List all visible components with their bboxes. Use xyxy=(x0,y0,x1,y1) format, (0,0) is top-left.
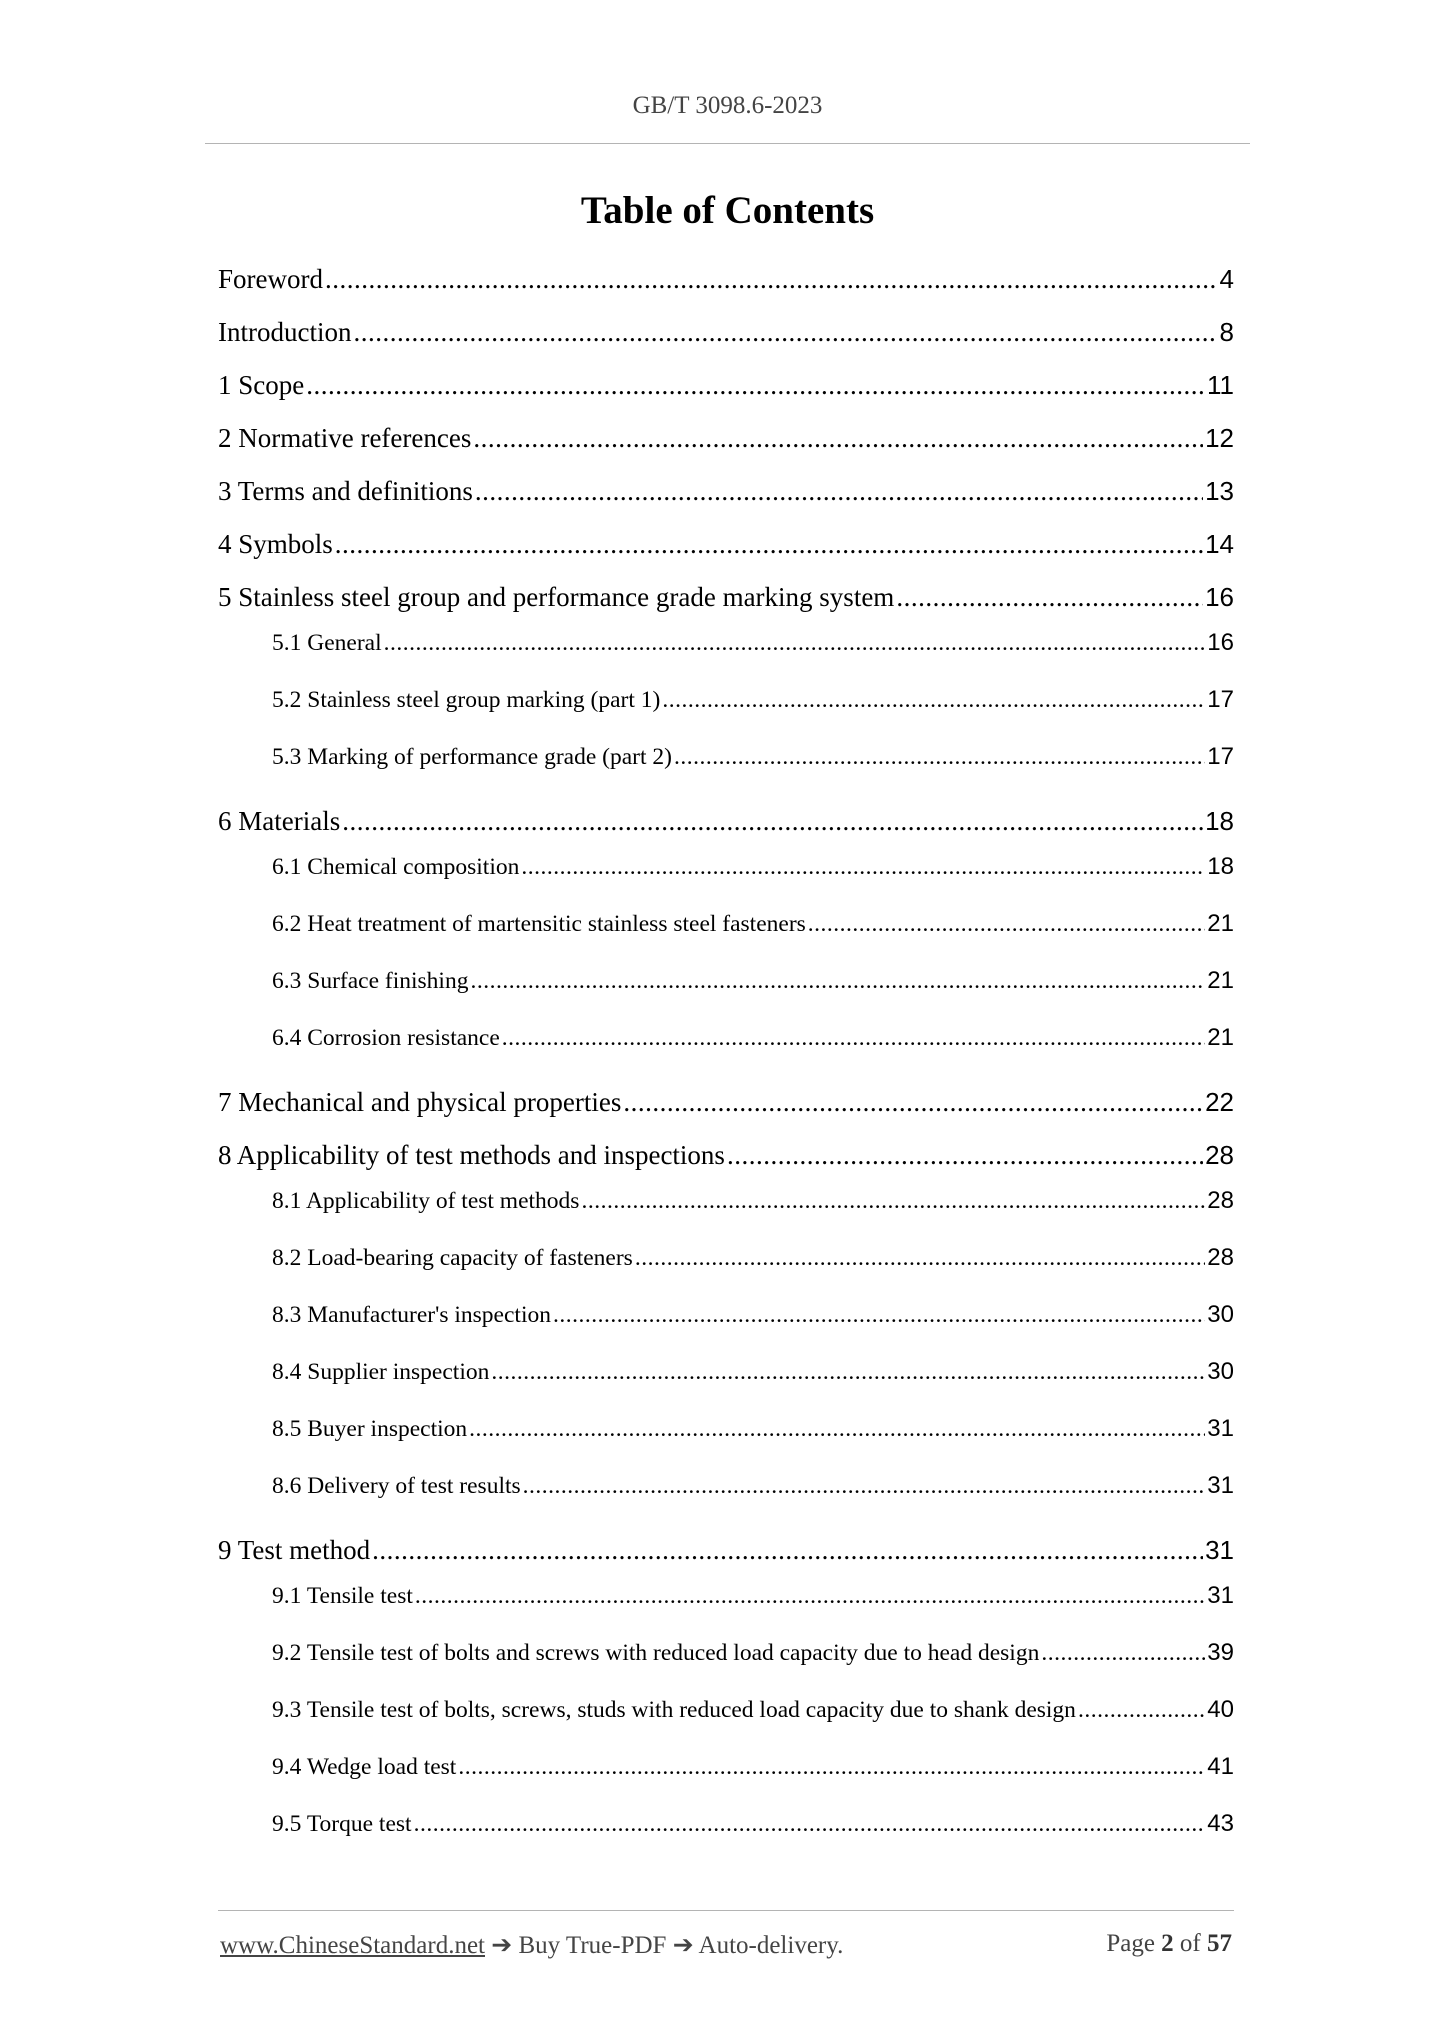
toc-dot-leader xyxy=(1078,1697,1205,1724)
toc-entry[interactable] xyxy=(218,1140,1234,1193)
toc-entry[interactable] xyxy=(218,582,1234,635)
toc-subentry[interactable] xyxy=(218,1696,1234,1753)
toc-entry-label: 9.2 Tensile test of bolts and screws with reduced load capacity due to head design xyxy=(272,1640,1040,1666)
toc-entry-label: 5 Stainless steel group and performance grade marking system xyxy=(218,582,895,612)
toc-dot-leader xyxy=(635,1245,1205,1272)
toc-entry[interactable] xyxy=(218,317,1234,370)
toc-dot-leader xyxy=(521,854,1205,881)
toc-entry[interactable] xyxy=(218,423,1234,476)
toc-entry-page-number: 21 xyxy=(1207,967,1234,994)
toc-title: Table of Contents xyxy=(580,189,875,232)
toc-entry-page-number: 30 xyxy=(1207,1301,1234,1328)
toc-dot-leader xyxy=(896,582,1203,613)
toc-dot-leader xyxy=(415,1583,1205,1610)
toc-subentry[interactable] xyxy=(218,1301,1234,1358)
toc-entry-page-number: 31 xyxy=(1207,1582,1234,1609)
footer-divider xyxy=(218,1910,1234,1911)
toc-entry-page-number: 28 xyxy=(1207,1187,1234,1214)
toc-dot-leader xyxy=(674,744,1205,771)
toc-entry-page-number: 4 xyxy=(1219,264,1234,294)
page-of-word: of xyxy=(1179,1930,1201,1957)
toc-dot-leader xyxy=(662,687,1205,714)
toc-entry[interactable] xyxy=(218,476,1234,529)
toc-subentry[interactable] xyxy=(218,1810,1234,1867)
toc-entry-page-number: 31 xyxy=(1207,1472,1234,1499)
toc-entry[interactable] xyxy=(218,806,1234,859)
header-divider xyxy=(205,143,1250,144)
toc-entry-page-number: 18 xyxy=(1205,806,1234,836)
toc-dot-leader xyxy=(473,423,1203,454)
toc-dot-leader xyxy=(342,806,1203,837)
toc-entry-label: 6.3 Surface finishing xyxy=(272,968,469,994)
toc-dot-leader xyxy=(553,1302,1205,1329)
toc-dot-leader xyxy=(384,630,1206,657)
toc-entry-page-number: 31 xyxy=(1205,1535,1234,1565)
table-of-contents xyxy=(218,264,1234,1867)
toc-entry-page-number: 21 xyxy=(1207,1024,1234,1051)
current-page-number: 2 xyxy=(1161,1930,1174,1957)
toc-entry-page-number: 18 xyxy=(1207,853,1234,880)
toc-entry-page-number: 11 xyxy=(1207,370,1234,400)
toc-dot-leader xyxy=(523,1473,1206,1500)
toc-dot-leader xyxy=(808,911,1206,938)
toc-dot-leader xyxy=(414,1811,1206,1838)
toc-entry-page-number: 8 xyxy=(1219,317,1234,347)
toc-dot-leader xyxy=(325,264,1218,295)
toc-entry-label: 8.1 Applicability of test methods xyxy=(272,1188,580,1214)
toc-entry-label: Introduction xyxy=(218,317,352,347)
toc-entry-label: 6.4 Corrosion resistance xyxy=(272,1025,500,1051)
toc-dot-leader xyxy=(470,968,1205,995)
toc-dot-leader xyxy=(1041,1640,1205,1667)
toc-subentry[interactable] xyxy=(218,1582,1234,1639)
arrow-icon: ➔ xyxy=(672,1932,694,1959)
toc-entry[interactable] xyxy=(218,264,1234,317)
toc-subentry[interactable] xyxy=(218,853,1234,910)
toc-entry-label: 6.1 Chemical composition xyxy=(272,854,520,880)
page-word: Page xyxy=(1106,1930,1155,1957)
promo-buy: Buy True-PDF xyxy=(518,1932,667,1959)
toc-entry-page-number: 28 xyxy=(1205,1140,1234,1170)
toc-subentry[interactable] xyxy=(218,967,1234,1024)
toc-subentry[interactable] xyxy=(218,1244,1234,1301)
arrow-icon: ➔ xyxy=(491,1932,513,1959)
toc-entry-page-number: 43 xyxy=(1207,1810,1234,1837)
toc-dot-leader xyxy=(469,1416,1205,1443)
toc-entry-page-number: 21 xyxy=(1207,910,1234,937)
toc-entry-label: 9.5 Torque test xyxy=(272,1811,412,1837)
toc-entry-page-number: 13 xyxy=(1205,476,1234,506)
toc-entry-label: 8.4 Supplier inspection xyxy=(272,1359,490,1385)
toc-entry-label: 8.3 Manufacturer's inspection xyxy=(272,1302,551,1328)
toc-entry[interactable] xyxy=(218,1087,1234,1140)
toc-entry-page-number: 41 xyxy=(1207,1753,1234,1780)
page-indicator xyxy=(1106,1930,1232,1958)
toc-entry-label: 9.1 Tensile test xyxy=(272,1583,413,1609)
toc-dot-leader xyxy=(502,1025,1206,1052)
toc-entry-label: 9.3 Tensile test of bolts, screws, studs with reduced load capacity due to shank design xyxy=(272,1697,1076,1723)
toc-entry-label: 5.2 Stainless steel group marking (part 1) xyxy=(272,687,661,713)
toc-entry-label: 5.3 Marking of performance grade (part 2) xyxy=(272,744,672,770)
site-link[interactable]: www.ChineseStandard.net xyxy=(220,1932,485,1959)
toc-dot-leader xyxy=(727,1140,1203,1171)
document-id-header: GB/T 3098.6-2023 xyxy=(632,92,823,119)
toc-entry-page-number: 16 xyxy=(1207,629,1234,656)
toc-entry-page-number: 31 xyxy=(1207,1415,1234,1442)
toc-entry-label: 8 Applicability of test methods and inspections xyxy=(218,1140,725,1170)
toc-entry-page-number: 17 xyxy=(1207,743,1234,770)
toc-entry-page-number: 17 xyxy=(1207,686,1234,713)
toc-entry-page-number: 40 xyxy=(1207,1696,1234,1723)
toc-dot-leader xyxy=(581,1188,1205,1215)
toc-subentry[interactable] xyxy=(218,1358,1234,1415)
toc-entry-page-number: 22 xyxy=(1205,1087,1234,1117)
toc-subentry[interactable] xyxy=(218,686,1234,743)
toc-entry-label: 8.6 Delivery of test results xyxy=(272,1473,521,1499)
toc-entry-label: 8.2 Load-bearing capacity of fasteners xyxy=(272,1245,633,1271)
toc-dot-leader xyxy=(372,1535,1203,1566)
promo-delivery: Auto-delivery. xyxy=(698,1932,844,1959)
toc-entry-label: 4 Symbols xyxy=(218,529,333,559)
toc-subentry[interactable] xyxy=(218,629,1234,686)
total-page-number: 57 xyxy=(1207,1930,1232,1957)
toc-subentry[interactable] xyxy=(218,1472,1234,1529)
toc-dot-leader xyxy=(335,529,1203,560)
toc-dot-leader xyxy=(353,317,1217,348)
toc-entry-label: 6 Materials xyxy=(218,806,341,836)
toc-entry-label: 9.4 Wedge load test xyxy=(272,1754,457,1780)
toc-subentry[interactable] xyxy=(218,1639,1234,1696)
footer-promo xyxy=(220,1930,843,1960)
toc-dot-leader xyxy=(306,370,1205,401)
toc-entry-page-number: 16 xyxy=(1205,582,1234,612)
toc-entry-page-number: 30 xyxy=(1207,1358,1234,1385)
toc-entry[interactable] xyxy=(218,1535,1234,1588)
toc-entry-label: Foreword xyxy=(218,264,323,294)
toc-entry-label: 5.1 General xyxy=(272,630,382,656)
toc-entry-label: 7 Mechanical and physical properties xyxy=(218,1087,622,1117)
toc-entry-page-number: 12 xyxy=(1205,423,1234,453)
toc-entry-page-number: 14 xyxy=(1205,529,1234,559)
toc-subentry[interactable] xyxy=(218,1024,1234,1081)
toc-entry-page-number: 39 xyxy=(1207,1639,1234,1666)
toc-subentry[interactable] xyxy=(218,1415,1234,1472)
toc-subentry[interactable] xyxy=(218,1187,1234,1244)
toc-entry-label: 6.2 Heat treatment of martensitic stainless steel fasteners xyxy=(272,911,806,937)
toc-entry[interactable] xyxy=(218,529,1234,582)
toc-entry-label: 1 Scope xyxy=(218,370,305,400)
toc-dot-leader xyxy=(475,476,1203,507)
toc-entry-label: 8.5 Buyer inspection xyxy=(272,1416,468,1442)
toc-entry[interactable] xyxy=(218,370,1234,423)
toc-entry-label: 9 Test method xyxy=(218,1535,371,1565)
toc-entry-label: 3 Terms and definitions xyxy=(218,476,473,506)
toc-entry-page-number: 28 xyxy=(1207,1244,1234,1271)
toc-subentry[interactable] xyxy=(218,1753,1234,1810)
toc-subentry[interactable] xyxy=(218,910,1234,967)
toc-dot-leader xyxy=(491,1359,1205,1386)
toc-entry-label: 2 Normative references xyxy=(218,423,472,453)
toc-dot-leader xyxy=(623,1087,1203,1118)
toc-subentry[interactable] xyxy=(218,743,1234,800)
toc-dot-leader xyxy=(458,1754,1205,1781)
